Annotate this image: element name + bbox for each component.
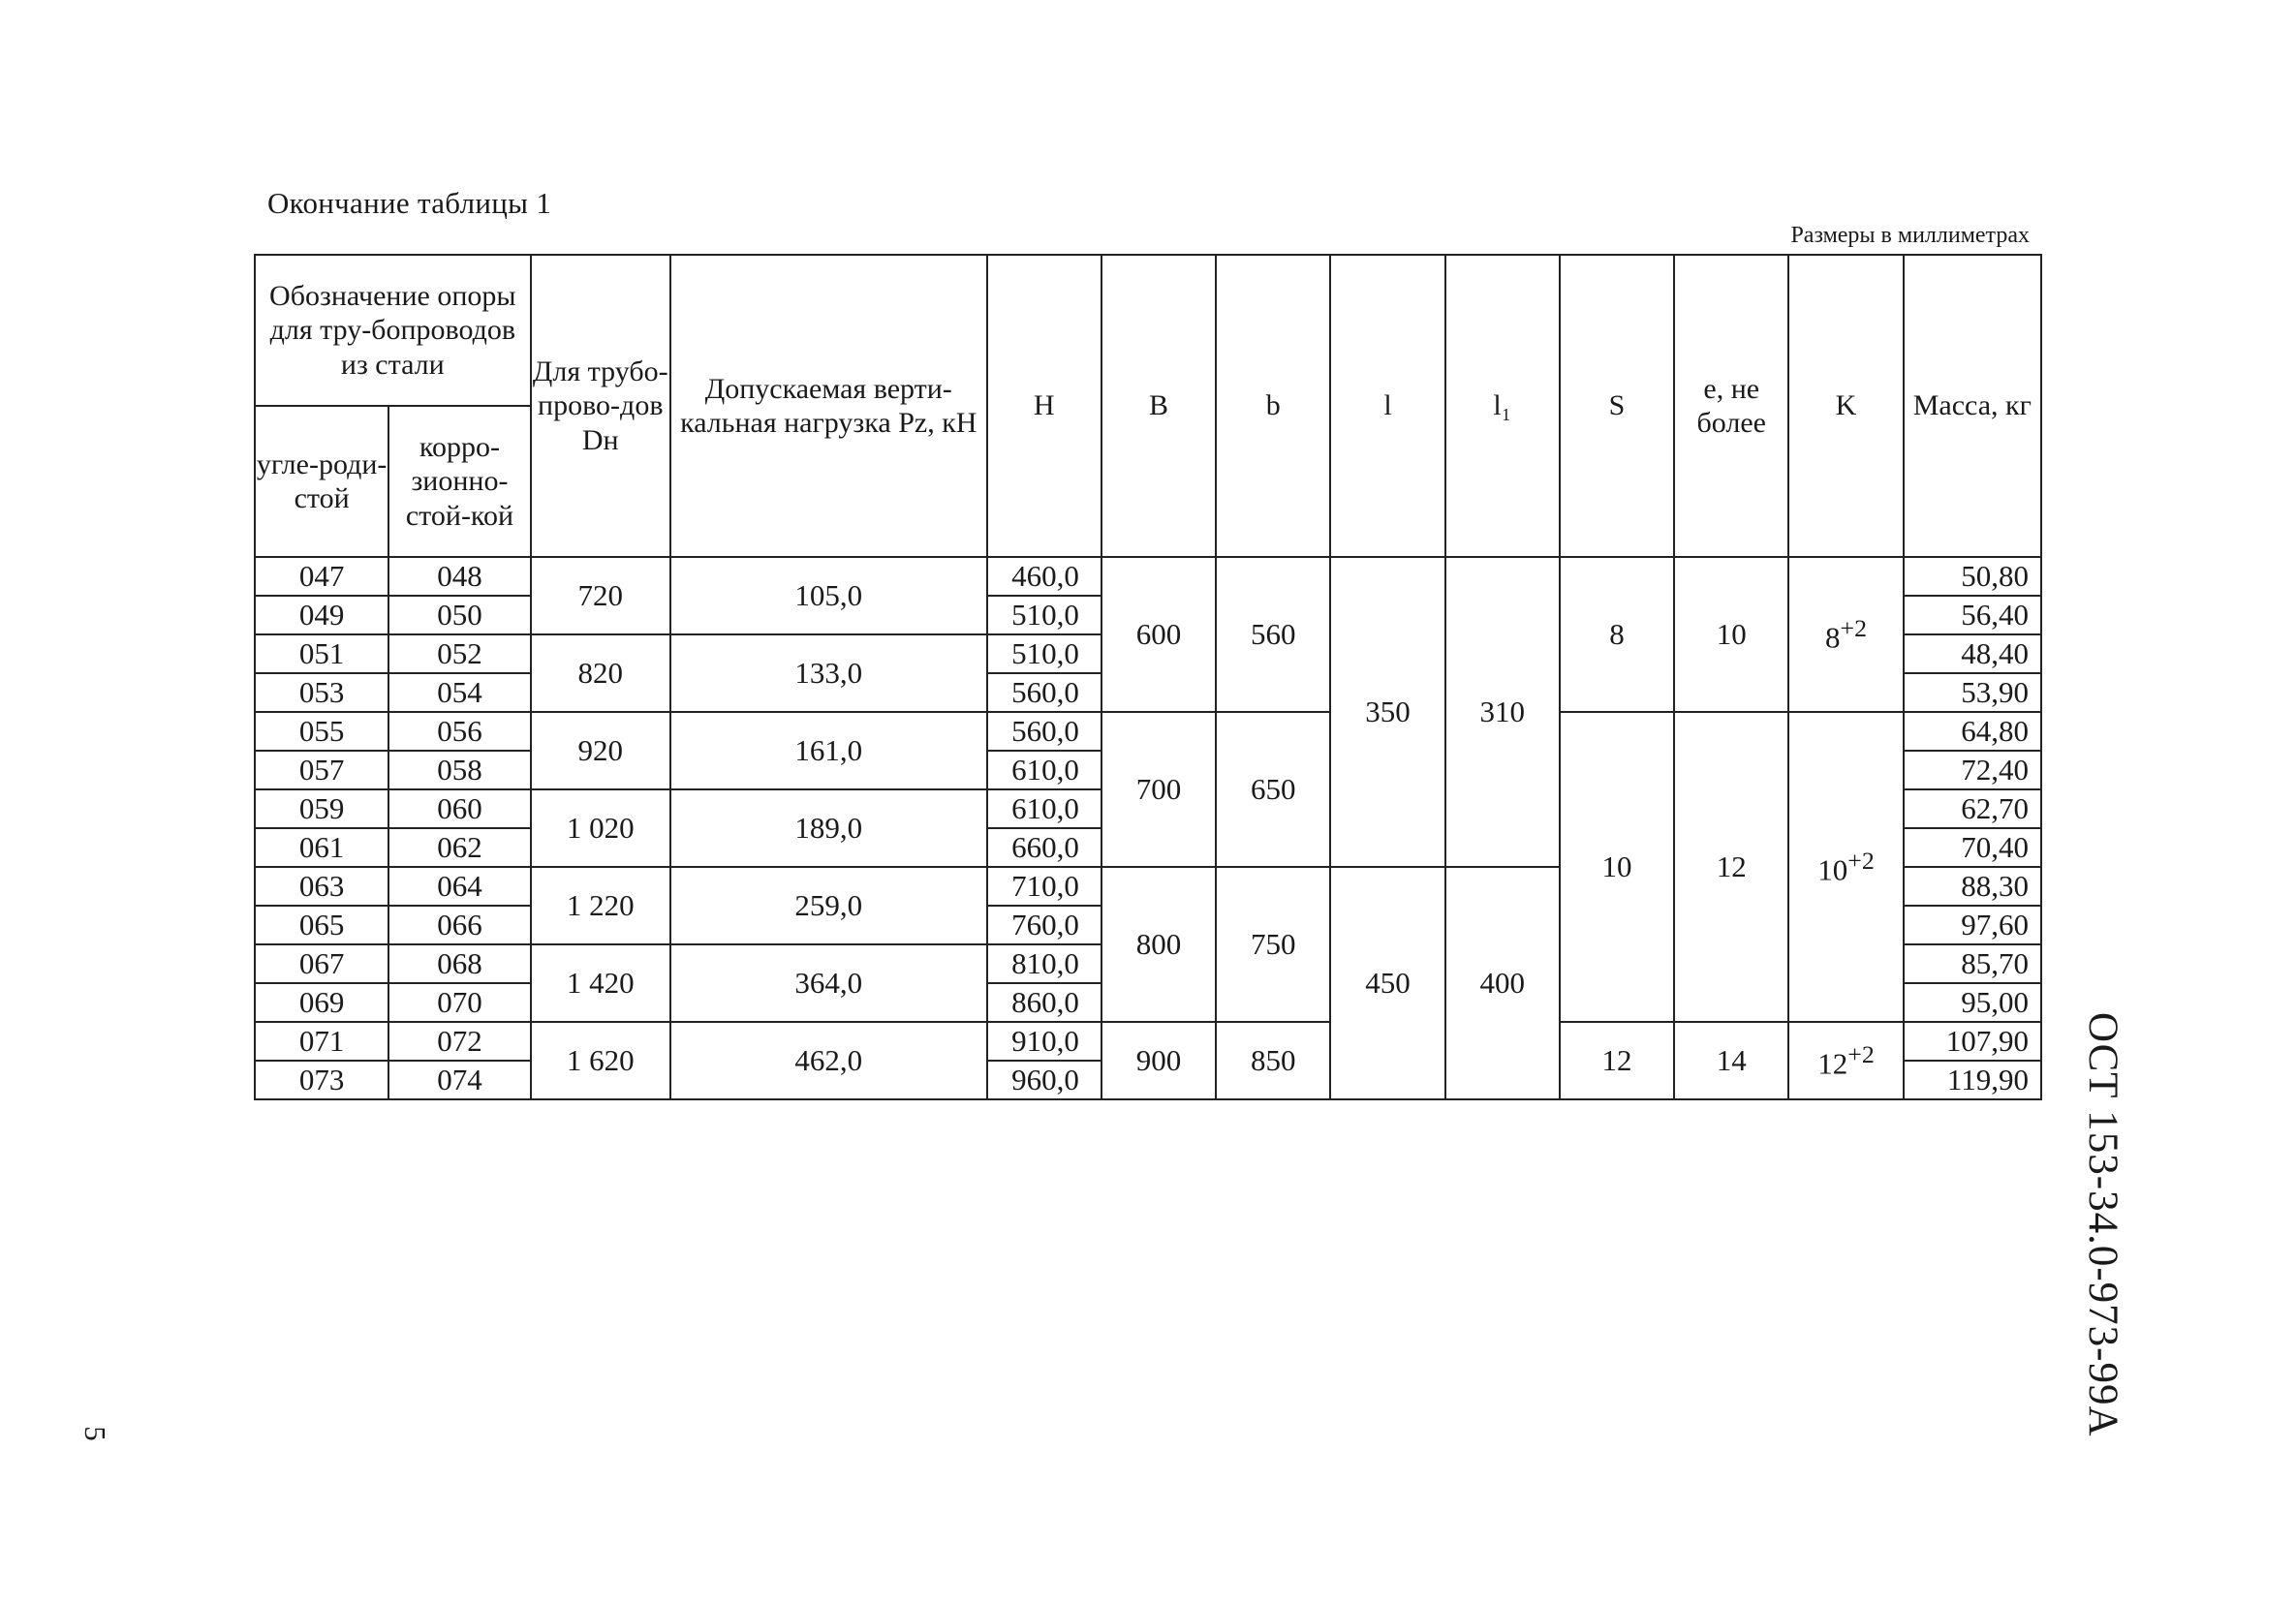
load-cell: 462,0 [670,1022,987,1099]
carbon-code: 053 [255,673,388,712]
carbon-code: 061 [255,828,388,867]
mass-cell: 95,00 [1904,983,2041,1022]
K-base: 8 [1825,619,1841,654]
l1-cell: 310 [1445,557,1560,867]
carbon-code: 051 [255,634,388,673]
header-carbon-steel: угле-роди-стой [255,406,388,557]
H-cell: 960,0 [987,1061,1101,1099]
page-number: 5 [78,1426,112,1441]
S-cell: 10 [1560,712,1674,1022]
mass-cell: 48,40 [1904,634,2041,673]
mass-cell: 53,90 [1904,673,2041,712]
mass-cell: 70,40 [1904,828,2041,867]
stainless-code: 052 [388,634,530,673]
e-cell: 12 [1674,712,1788,1022]
header-pipe-dn: Для трубо-прово-дов Dн [531,255,670,557]
H-cell: 860,0 [987,983,1101,1022]
carbon-code: 055 [255,712,388,751]
K-cell [1788,557,1903,712]
H-cell: 810,0 [987,944,1101,983]
header-stainless-steel: корро-зионно-стой-кой [388,406,530,557]
mass-cell: 56,40 [1904,596,2041,634]
carbon-code: 059 [255,789,388,828]
H-cell: 560,0 [987,712,1101,751]
header-mass: Масса, кг [1904,255,2041,557]
B-cell: 600 [1101,557,1216,712]
b-cell: 560 [1216,557,1330,712]
pipe-dn-cell: 920 [531,712,670,789]
stainless-code: 062 [388,828,530,867]
l-cell: 450 [1330,867,1444,1099]
table-row [255,712,2041,751]
B-cell: 700 [1101,712,1216,867]
H-cell: 760,0 [987,906,1101,944]
carbon-code: 071 [255,1022,388,1061]
table-caption: Окончание таблицы 1 [267,186,552,220]
document-code: ОСТ 153-34.0-973-99А [2080,1012,2125,1437]
stainless-code: 066 [388,906,530,944]
b-cell: 750 [1216,867,1330,1022]
l-cell: 350 [1330,557,1444,867]
l1-cell: 400 [1445,867,1560,1099]
K-base: 12 [1817,1045,1848,1080]
mass-cell: 72,40 [1904,751,2041,789]
mass-cell: 107,90 [1904,1022,2041,1061]
H-cell: 460,0 [987,557,1101,596]
pipe-dn-cell: 1 620 [531,1022,670,1099]
carbon-code: 073 [255,1061,388,1099]
header-S: S [1560,255,1674,557]
stainless-code: 050 [388,596,530,634]
header-B: B [1101,255,1216,557]
carbon-code: 057 [255,751,388,789]
pipe-dn-cell: 820 [531,634,670,712]
mass-cell: 119,90 [1904,1061,2041,1099]
load-cell: 161,0 [670,712,987,789]
stainless-code: 074 [388,1061,530,1099]
B-cell: 800 [1101,867,1216,1022]
stainless-code: 048 [388,557,530,596]
load-cell: 105,0 [670,557,987,634]
S-cell: 8 [1560,557,1674,712]
load-cell: 189,0 [670,789,987,867]
carbon-code: 069 [255,983,388,1022]
K-cell [1788,712,1903,1022]
S-cell: 12 [1560,1022,1674,1099]
stainless-code: 064 [388,867,530,906]
pipe-dn-cell: 720 [531,557,670,634]
stainless-code: 056 [388,712,530,751]
table-row [255,1022,2041,1061]
carbon-code: 047 [255,557,388,596]
mass-cell: 97,60 [1904,906,2041,944]
K-tolerance: +2 [1847,1039,1875,1068]
mass-cell: 85,70 [1904,944,2041,983]
H-cell: 610,0 [987,789,1101,828]
load-cell: 364,0 [670,944,987,1022]
load-cell: 259,0 [670,867,987,944]
H-cell: 610,0 [987,751,1101,789]
stainless-code: 054 [388,673,530,712]
header-e: e, не более [1674,255,1788,557]
stainless-code: 060 [388,789,530,828]
carbon-code: 067 [255,944,388,983]
H-cell: 560,0 [987,673,1101,712]
mass-cell: 88,30 [1904,867,2041,906]
header-designation: Обозначение опоры для тру-бопроводов из стали [255,255,531,406]
b-cell: 850 [1216,1022,1330,1099]
H-cell: 710,0 [987,867,1101,906]
header-b: b [1216,255,1330,557]
table-row [255,557,2041,596]
H-cell: 910,0 [987,1022,1101,1061]
stainless-code: 072 [388,1022,530,1061]
stainless-code: 068 [388,944,530,983]
e-cell: 10 [1674,557,1788,712]
b-cell: 650 [1216,712,1330,867]
H-cell: 510,0 [987,634,1101,673]
B-cell: 900 [1101,1022,1216,1099]
mass-cell: 64,80 [1904,712,2041,751]
K-tolerance: +2 [1840,613,1867,642]
pipe-dn-cell: 1 220 [531,867,670,944]
support-spec-table [254,254,2042,1100]
K-tolerance: +2 [1847,846,1875,875]
H-cell: 510,0 [987,596,1101,634]
e-cell: 14 [1674,1022,1788,1099]
header-l1: l₁ [1445,255,1560,557]
mass-cell: 62,70 [1904,789,2041,828]
carbon-code: 065 [255,906,388,944]
carbon-code: 063 [255,867,388,906]
K-base: 10 [1817,851,1848,886]
stainless-code: 070 [388,983,530,1022]
pipe-dn-cell: 1 420 [531,944,670,1022]
header-l: l [1330,255,1444,557]
H-cell: 660,0 [987,828,1101,867]
load-cell: 133,0 [670,634,987,712]
stainless-code: 058 [388,751,530,789]
header-load: Допускаемая верти-кальная нагрузка Pz, кН [670,255,987,557]
carbon-code: 049 [255,596,388,634]
header-H: H [987,255,1101,557]
units-note: Размеры в миллиметрах [1790,223,2030,248]
K-cell [1788,1022,1903,1099]
pipe-dn-cell: 1 020 [531,789,670,867]
header-K: K [1788,255,1903,557]
mass-cell: 50,80 [1904,557,2041,596]
